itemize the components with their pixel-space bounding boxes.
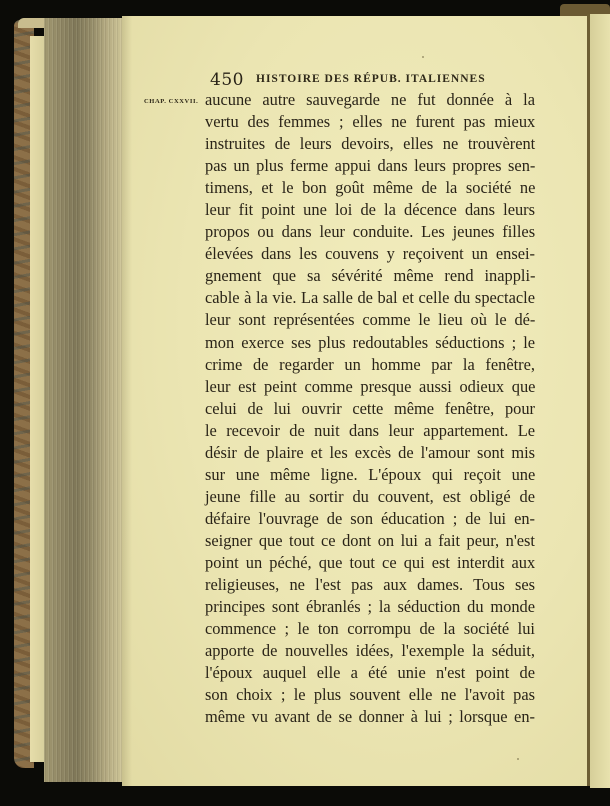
page-number: 450 bbox=[210, 70, 244, 90]
cover-inner-edge bbox=[30, 36, 44, 762]
body-text bbox=[205, 89, 535, 728]
text-line: point un péché, que tout ce qui est interdit aux bbox=[205, 552, 536, 572]
text-line: crime de regarder un homme par la fenêtre, bbox=[205, 354, 535, 374]
text-line: leur sont représentées comme le lieu où le dé- bbox=[205, 310, 536, 330]
text-line: défaire l'ouvrage de son éducation ; de lui en- bbox=[205, 508, 535, 528]
paper-speck bbox=[517, 758, 519, 760]
text-line: pas un plus ferme appui dans leurs propres sen- bbox=[205, 156, 536, 176]
running-title: HISTOIRE DES RÉPUB. ITALIENNES bbox=[256, 73, 486, 85]
text-line: mon exerce ses plus redoutables séductions ; le bbox=[205, 332, 536, 352]
text-line: le recevoir de nuit dans leur appartement. Le bbox=[205, 420, 536, 440]
text-line: commence ; le ton corrompu de la société lui bbox=[205, 619, 535, 639]
text-line: même vu avant de se donner à lui ; lorsque en- bbox=[205, 707, 535, 727]
text-line: religieuses, ne l'est pas aux dames. Tous ses bbox=[205, 575, 535, 595]
paper-speck bbox=[422, 56, 424, 58]
text-line: aucune autre sauvegarde ne fut donnée à la bbox=[205, 90, 535, 109]
text-line: seigner que tout ce dont on lui a fait peur, n'est bbox=[205, 530, 535, 550]
facing-page-sliver bbox=[590, 14, 610, 788]
text-line: propos ou dans leur conduite. Les jeunes filles bbox=[205, 222, 536, 242]
chapter-margin-note: CHAP. CXXVII. bbox=[144, 98, 199, 105]
text-line: vertu des femmes ; elles ne furent pas mieux bbox=[205, 112, 536, 132]
text-line: cable à la vie. La salle de bal et celle du spectacle bbox=[205, 288, 535, 308]
text-line: désir de plaire et les excès de l'amour sont mis bbox=[205, 442, 535, 462]
text-line: apporte de nouvelles idées, l'exemple la séduit, bbox=[205, 641, 535, 661]
stacked-page-edges bbox=[44, 18, 124, 782]
text-line: leur est peint comme presque aussi odieux que bbox=[205, 376, 536, 396]
text-line: l'époux auquel elle a été unie n'est point de bbox=[205, 663, 535, 683]
text-line: timens, et le bon goût même de la société ne bbox=[205, 178, 536, 198]
text-line: gnement que sa sévérité même rend inappli- bbox=[205, 266, 536, 286]
text-line: celui de lui ouvrir cette même fenêtre, pour bbox=[205, 398, 535, 418]
text-line: jeune fille au sortir du couvent, est obligé de bbox=[205, 486, 535, 506]
text-line: principes sont ébranlés ; la séduction du monde bbox=[205, 597, 535, 617]
text-line: élevées dans les couvens y reçoivent un ensei- bbox=[205, 244, 535, 264]
text-line: sur une même ligne. L'époux qui reçoit une bbox=[205, 464, 536, 484]
text-line: leur fit point une loi de la décence dans leurs bbox=[205, 200, 535, 220]
text-line: son choix ; le plus souvent elle ne l'avoit pas bbox=[205, 685, 536, 705]
text-line: instruites de leurs devoirs, elles ne trouvèrent bbox=[205, 134, 536, 154]
